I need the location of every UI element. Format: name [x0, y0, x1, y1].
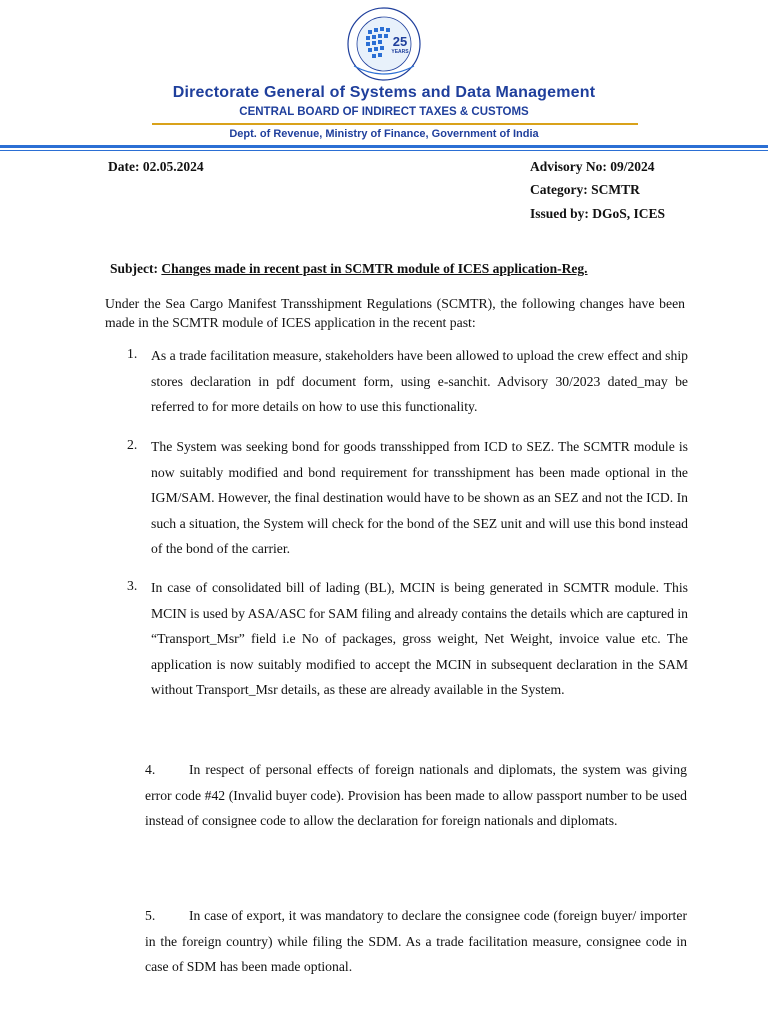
item-2-text: The System was seeking bond for goods transshipped from ICD to SEZ. The SCMTR module is now suitably modified and bond requirement for transshipment has been made optional in the IGM/SAM. However, the final destination would have to be shown as an SEZ and not the ICD. In such a situation, the System will check for the bond of the SEZ unit and will use this bond instead of the bond of the carrier. [151, 439, 688, 556]
item-5-paragraph [145, 903, 687, 980]
intro-paragraph: Under the Sea Cargo Manifest Transshipment Regulations (SCMTR), the following changes have been made in the SCMTR module of ICES application in the recent past: [105, 296, 685, 330]
item-4-number: 4. [145, 762, 156, 777]
svg-text:YEARS: YEARS [391, 49, 409, 55]
gold-divider [152, 123, 638, 125]
dept-line: Dept. of Revenue, Ministry of Finance, Government of India [229, 128, 539, 140]
item-4-paragraph [145, 757, 687, 834]
subject-label: Subject: [110, 261, 162, 276]
item-5-text: In case of export, it was mandatory to declare the consignee code (foreign buyer/ importer in the foreign country) while filing the SDM. As a trade facilitation measure, consignee code in case of SDM has been made optional. [145, 908, 687, 974]
item-3-text: In case of consolidated bill of lading (BL), MCIN is being generated in SCMTR module. This MCIN is used by ASA/ASC for SAM filing and already contains the details which are captured in “Transport_Msr” field i.e No of packages, gross weight, Net Weight, invoice value etc. The application is now suitably modified to accept the MCIN in subsequent declaration in the SAM without Transport_Msr details, as these are already available in the System. [151, 580, 688, 697]
item-1-text: As a trade facilitation measure, stakeholders have been allowed to upload the crew effect and ship stores declaration in pdf document form, using e-sanchit. Advisory 30/2023 dated_may be referred to for more details on how to use this functionality. [151, 348, 688, 414]
logo-25-icon: 25 [392, 34, 408, 49]
item-3-number: 3. [127, 578, 138, 593]
subject-text: Changes made in recent past in SCMTR module of ICES application-Reg. [161, 261, 588, 276]
board-title: CENTRAL BOARD OF INDIRECT TAXES & CUSTOMS [239, 106, 529, 118]
header-rule-thick [0, 145, 768, 148]
item-4-text: In respect of personal effects of foreign nationals and diplomats, the system was giving error code #42 (Invalid buyer code). Provision has been made to allow passport number to be used instead of consignee code to allow the declaration for foreign nationals and diplomats. [145, 762, 687, 828]
org-title: Directorate General of Systems and Data Management [172, 84, 596, 101]
item-2-number: 2. [127, 437, 138, 452]
item-1-number: 1. [127, 346, 138, 361]
category: Category: SCMTR [530, 182, 640, 197]
ices-25-years-logo [346, 6, 422, 82]
header-rule-thin [0, 150, 768, 151]
item-5-number: 5. [145, 908, 156, 923]
subject-line [110, 261, 588, 277]
advisory-number: Advisory No: 09/2024 [530, 159, 655, 174]
date: Date: 02.05.2024 [108, 159, 204, 174]
issued-by: Issued by: DGoS, ICES [530, 206, 666, 221]
